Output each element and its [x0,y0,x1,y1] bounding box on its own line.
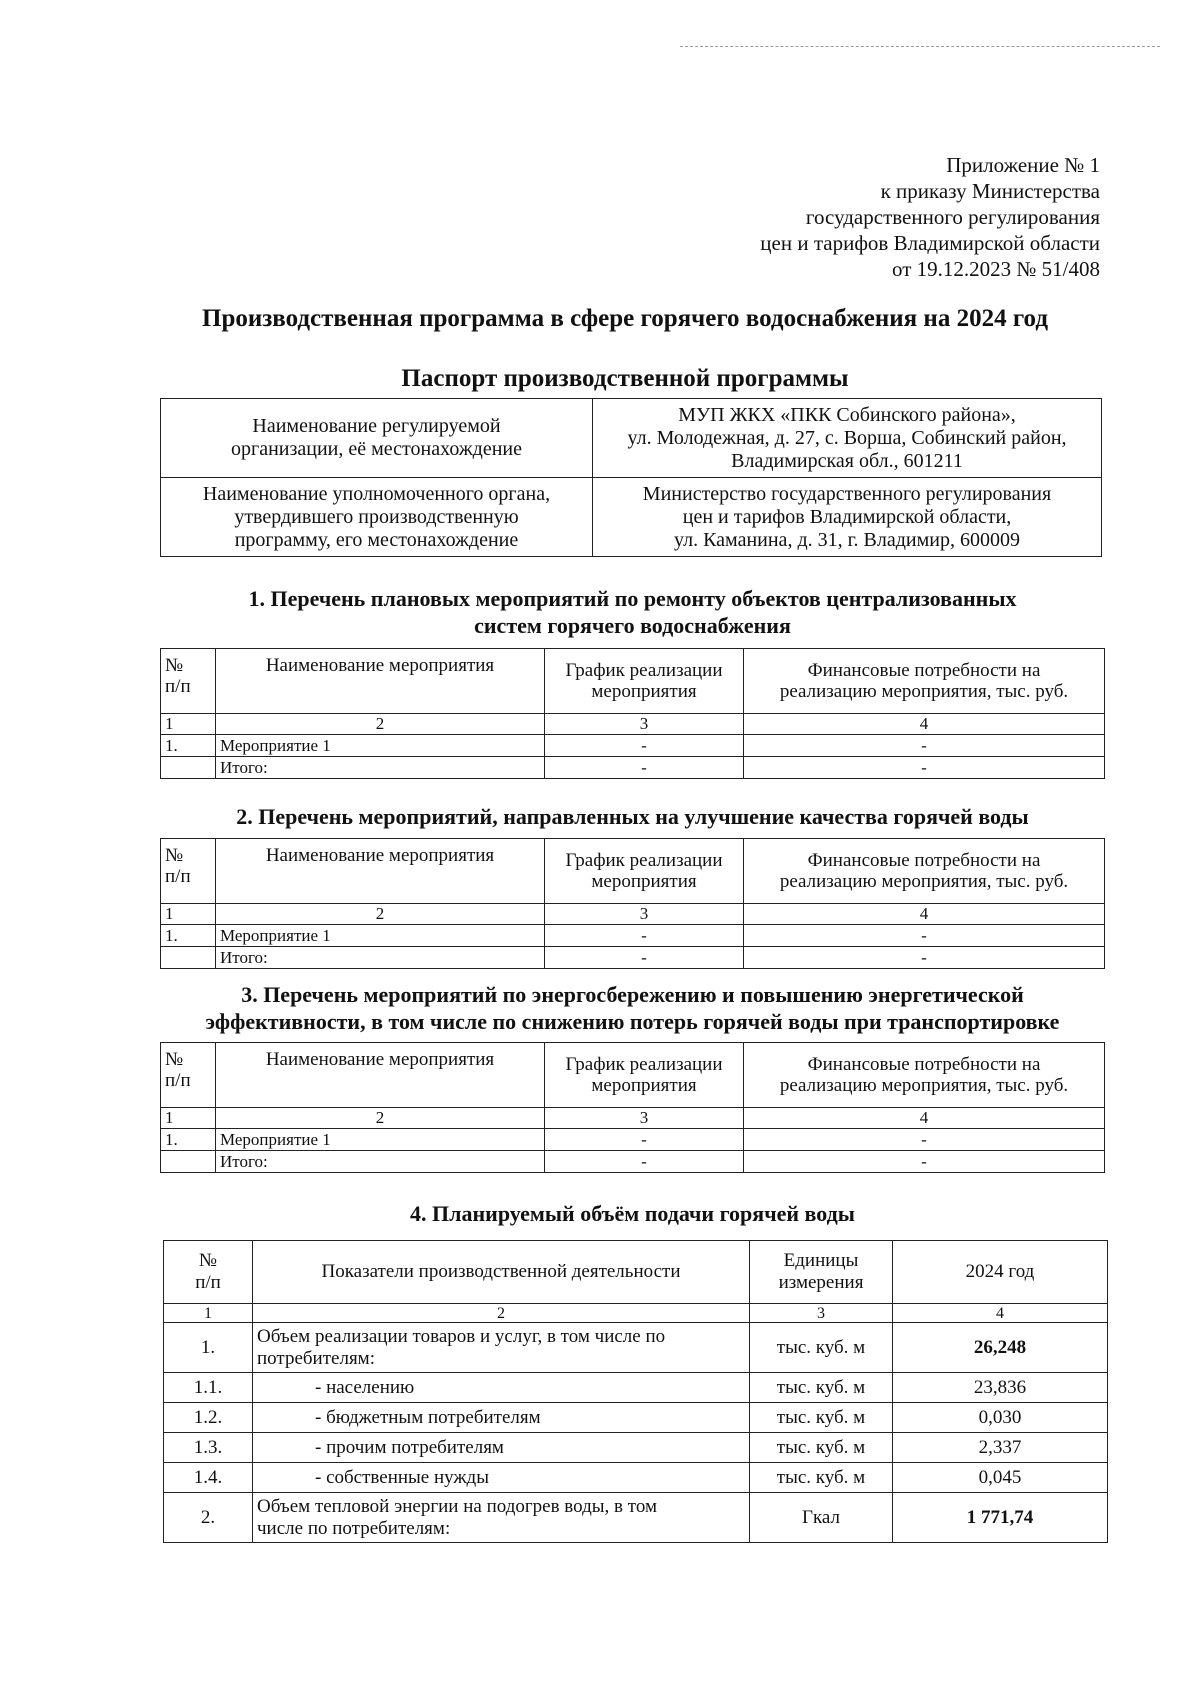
cell-text: Министерство государственного регулирования [642,482,1052,505]
row-schedule: - [545,1129,744,1151]
row-name: Мероприятие 1 [216,1129,545,1151]
cell-text: № [165,1049,184,1070]
row-unit: тыс. куб. м [750,1403,893,1433]
section-2-title [160,803,1105,830]
table-row [164,1323,1108,1373]
row-finance: - [744,925,1105,947]
row-name: Итого: [216,947,545,969]
col-number: 1 [161,1108,216,1129]
column-number-row [161,904,1105,925]
table-header-row [161,649,1105,714]
col-number: 4 [744,714,1105,735]
cell-text: мероприятия [591,681,697,702]
row-indicator [253,1323,750,1373]
cell-text: п/п [165,1070,191,1091]
cell-text: № [165,655,184,676]
row-name: Итого: [216,1151,545,1173]
cell-text: п/п [165,866,191,887]
passport-title: Паспорт производственной программы [401,365,849,392]
row-value: 1 771,74 [893,1493,1108,1543]
col-number: 1 [161,904,216,925]
cell-text: п/п [165,676,191,697]
col-num-header [161,649,216,714]
table-row [164,1373,1108,1403]
section-3-title [160,981,1105,1035]
row-schedule: - [545,735,744,757]
col-number: 3 [545,1108,744,1129]
col-number: 2 [216,714,545,735]
col-number: 1 [164,1304,253,1323]
cell-text: числе по потребителям: [257,1517,451,1539]
row-unit: тыс. куб. м [750,1373,893,1403]
table-row [161,399,1102,478]
table-row [161,735,1105,757]
passport-label-cell [161,478,593,557]
table-row [164,1433,1108,1463]
passport-table [160,398,1102,557]
section-title-line: 1. Перечень плановых мероприятий по ремонту объектов централизованных [248,586,1017,611]
table-row [161,1151,1105,1173]
row-unit: тыс. куб. м [750,1463,893,1493]
row-num: 1.4. [164,1463,253,1493]
row-finance: - [744,1129,1105,1151]
row-unit: тыс. куб. м [750,1323,893,1373]
row-schedule: - [545,947,744,969]
cell-text: потребителям: [257,1347,375,1369]
cell-text: ул. Молодежная, д. 27, с. Ворша, Собинский район, [627,426,1067,449]
col-unit-header [750,1241,893,1304]
row-value: 0,030 [893,1403,1108,1433]
col-number: 3 [545,904,744,925]
cell-text: организации, её местонахождение [231,438,522,460]
row-num: 2. [164,1493,253,1543]
cell-text: Наименование регулируемой [252,415,501,437]
volume-table [163,1240,1108,1543]
row-finance: - [744,757,1105,779]
table-header-row [161,839,1105,904]
table-row [161,1129,1105,1151]
cell-text: Наименование уполномоченного органа, [202,482,551,505]
section-3-table [160,1042,1105,1173]
row-num: 1.3. [164,1433,253,1463]
cell-text: Объем тепловой энергии на подогрев воды, в том [257,1495,657,1517]
appendix-header [600,152,1100,282]
col-number: 2 [216,904,545,925]
col-year-header: 2024 год [893,1241,1108,1304]
cell-text: Финансовые потребности на [807,850,1041,871]
passport-value-cell [593,478,1102,557]
section-title-line: 3. Перечень мероприятий по энергосбережению и повышению энергетической [241,982,1024,1007]
cell-text: Объем реализации товаров и услуг, в том числе по [257,1325,666,1347]
cell-text: реализацию мероприятия, тыс. руб. [779,871,1069,892]
row-finance: - [744,735,1105,757]
row-indicator: - населению [253,1373,750,1403]
passport-label-cell [161,399,593,478]
cell-text: № [165,845,184,866]
appendix-line: Приложение № 1 [946,153,1100,177]
col-number: 3 [545,714,744,735]
table-row [161,925,1105,947]
section-2-table [160,838,1105,969]
table-row [164,1493,1108,1543]
row-unit: Гкал [750,1493,893,1543]
cell-text: График реализации [565,850,723,871]
cell-text: измерения [778,1272,864,1293]
cell-text: мероприятия [591,1075,697,1096]
table-row [161,757,1105,779]
col-number: 3 [750,1304,893,1323]
row-num: 1. [161,735,216,757]
cell-text: утвердившего производственную [234,505,519,528]
row-num: 1. [161,925,216,947]
row-indicator: - собственные нужды [253,1463,750,1493]
table-row [161,478,1102,557]
row-value: 0,045 [893,1463,1108,1493]
table-row [164,1463,1108,1493]
col-schedule-header [545,1043,744,1108]
section-title-line: систем горячего водоснабжения [474,613,791,638]
cell-text: МУП ЖКХ «ПКК Собинского района», [678,403,1016,426]
col-number: 2 [253,1304,750,1323]
col-name-header: Наименование мероприятия [216,1043,545,1108]
cell-text: Финансовые потребности на [807,1054,1041,1075]
row-schedule: - [545,925,744,947]
appendix-line: цен и тарифов Владимирской области [760,231,1100,255]
col-number: 4 [744,1108,1105,1129]
col-finance-header [744,1043,1105,1108]
column-number-row [161,1108,1105,1129]
row-indicator: - бюджетным потребителям [253,1403,750,1433]
row-schedule: - [545,757,744,779]
row-value: 2,337 [893,1433,1108,1463]
row-indicator [253,1493,750,1543]
section-1-title [160,585,1105,639]
table-row [164,1403,1108,1433]
table-header-row [164,1241,1108,1304]
cell-text: реализацию мероприятия, тыс. руб. [779,1075,1069,1096]
row-value: 26,248 [893,1323,1108,1373]
section-title-line: 2. Перечень мероприятий, направленных на улучшение качества горячей воды [236,804,1029,829]
section-1-table [160,648,1105,779]
appendix-line: государственного регулирования [805,205,1100,229]
row-num [161,1151,216,1173]
row-num: 1.2. [164,1403,253,1433]
document-title: Производственная программа в сфере горячего водоснабжения на 2024 год [202,305,1048,332]
col-name-header: Наименование мероприятия [216,649,545,714]
row-indicator: - прочим потребителям [253,1433,750,1463]
row-num: 1.1. [164,1373,253,1403]
col-num-header [161,839,216,904]
cell-text: реализацию мероприятия, тыс. руб. [779,681,1069,702]
col-number: 4 [893,1304,1108,1323]
row-num [161,757,216,779]
table-row [161,947,1105,969]
col-number: 1 [161,714,216,735]
scan-artifact-line [680,46,1160,47]
col-finance-header [744,839,1105,904]
column-number-row [164,1304,1108,1323]
cell-text: цен и тарифов Владимирской области, [682,505,1012,528]
cell-text: График реализации [565,660,723,681]
col-number: 2 [216,1108,545,1129]
cell-text: мероприятия [591,871,697,892]
row-name: Мероприятие 1 [216,735,545,757]
cell-text: ул. Каманина, д. 31, г. Владимир, 600009 [674,528,1020,551]
row-num: 1. [164,1323,253,1373]
col-name-header: Наименование мероприятия [216,839,545,904]
row-finance: - [744,947,1105,969]
row-name: Итого: [216,757,545,779]
row-schedule: - [545,1151,744,1173]
passport-value-cell [593,399,1102,478]
appendix-line: от 19.12.2023 № 51/408 [891,257,1100,281]
cell-text: Владимирская обл., 601211 [731,449,963,472]
col-indicator-header: Показатели производственной деятельности [253,1241,750,1304]
col-num-header [164,1241,253,1304]
section-title-line: эффективности, в том числе по снижению потерь горячей воды при транспортировке [205,1009,1060,1034]
cell-text: Финансовые потребности на [807,660,1041,681]
col-num-header [161,1043,216,1108]
column-number-row [161,714,1105,735]
row-name: Мероприятие 1 [216,925,545,947]
row-unit: тыс. куб. м [750,1433,893,1463]
section-title-line: 4. Планируемый объём подачи горячей воды [410,1201,855,1226]
cell-text: № [198,1250,218,1271]
cell-text: программу, его местонахождение [234,528,519,551]
table-header-row [161,1043,1105,1108]
cell-text: Единицы [783,1250,859,1271]
col-number: 4 [744,904,1105,925]
cell-text: п/п [195,1272,221,1293]
row-value: 23,836 [893,1373,1108,1403]
col-finance-header [744,649,1105,714]
appendix-line: к приказу Министерства [880,179,1100,203]
section-4-title [160,1200,1105,1227]
row-num [161,947,216,969]
row-finance: - [744,1151,1105,1173]
cell-text: График реализации [565,1054,723,1075]
row-num: 1. [161,1129,216,1151]
col-schedule-header [545,649,744,714]
col-schedule-header [545,839,744,904]
